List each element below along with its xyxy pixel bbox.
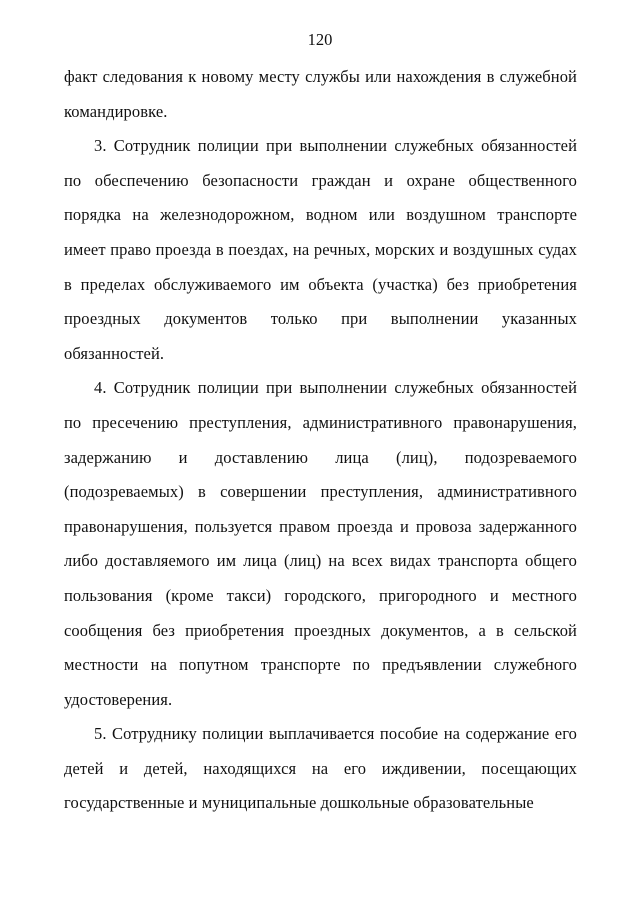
paragraph-item-3: 3. Сотрудник полиции при выполнении служебных обязанностей по обеспечению безопасности граждан и охране общественного порядка на железнодорожном, водном или воздушном транспорте имеет право проезда в поездах, на речных, морских и воздушных судах в пределах обслуживаемого им объекта (участка) без приобретения проездных документов только при выполнении указанных обязанностей.	[64, 136, 577, 363]
paragraph-continuation: факт следования к новому месту службы или нахождения в служебной командировке.	[64, 67, 577, 121]
paragraph-item-5: 5. Сотруднику полиции выплачивается пособие на содержание его детей и детей, находящихся на его иждивении, посещающих государственные и муниципальные дошкольные образовательные	[64, 724, 577, 813]
page-number: 120	[307, 30, 333, 49]
document-body-text	[0, 49, 640, 821]
paragraph-item-4: 4. Сотрудник полиции при выполнении служебных обязанностей по пресечению преступления, административного правонарушения, задержанию и доставлению лица (лиц), подозреваемого (подозреваемых) в совершении преступления, административного правонарушения, пользуется правом проезда и провоза задержанного либо доставляемого им лица (лиц) на всех видах транспорта общего пользования (кроме такси) городского, пригородного и местного сообщения без приобретения проездных документов, а в сельской местности на попутном транспорте по предъявлении служебного удостоверения.	[64, 378, 577, 709]
